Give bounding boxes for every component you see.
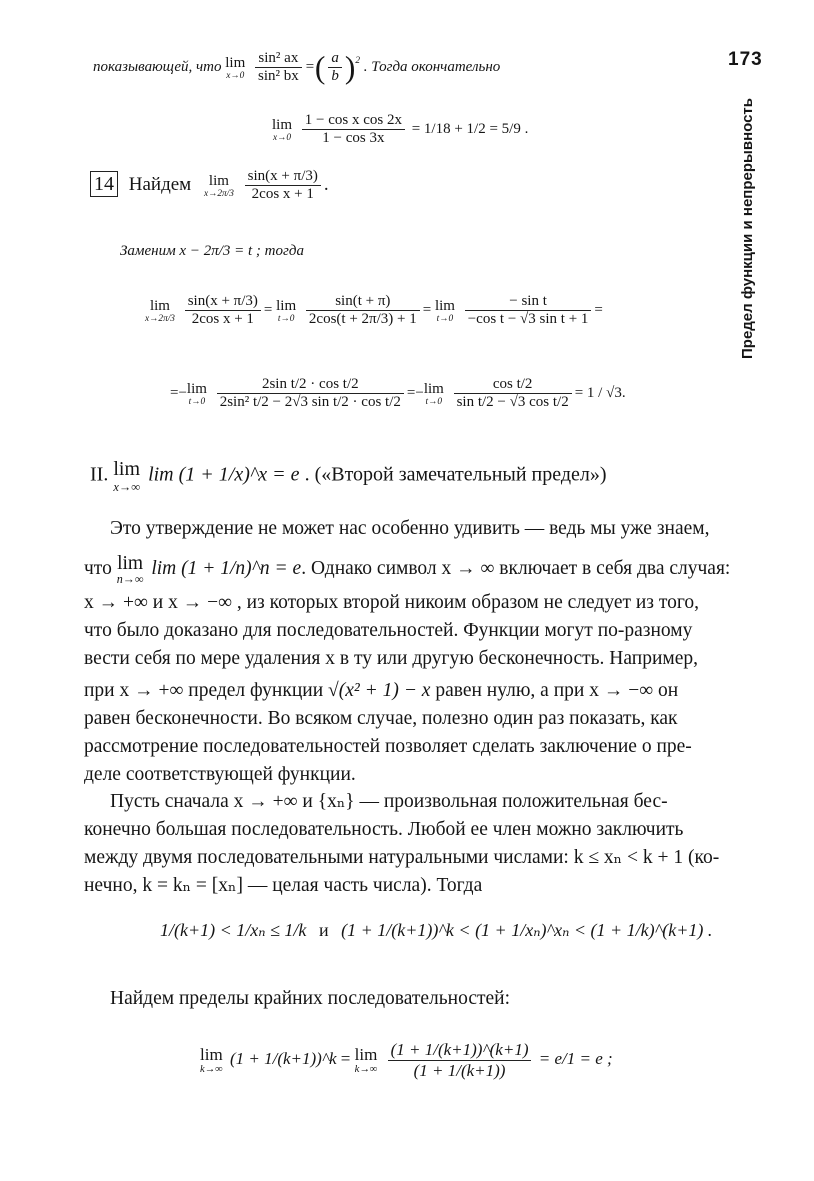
fraction-result: $\frac{\text{1 − cos x cos 2x}}{1 - \cos 3x}$	[302, 112, 405, 148]
fraction-final: $\frac{(1 + 1/(k+1))\^{}(k+1)}{(1 + 1/(k+1))}$	[388, 1040, 532, 1080]
example13-then: . Тогда окончательно	[363, 59, 501, 76]
example13-intro: показывающей, что	[93, 59, 222, 76]
fraction-1: $\frac{\sin(x + \pi/3)}{\text{2cos x + 1}}$	[185, 293, 261, 329]
formula-second-limit: lim (1 + 1/x)^x = e	[148, 463, 300, 486]
paragraph-2: Пусть сначала x → +∞ и {xₙ} — произвольная положительная бес- конечно большая последовательность. Любой ее член можно заключить между двумя последовательными натуральными числами: k ≤ xₙ < k + 1 (ко- нечно, k = kₙ = [xₙ] — целая часть числа). Тогда	[84, 791, 720, 896]
example14-substitution: Заменим x − 2π/3 = t ; тогда	[120, 243, 304, 259]
lim-operator: lim k→∞	[354, 1044, 378, 1075]
example13-line1: показывающей, что lim x→0 $\frac{\text{sin² ax}}{\text{sin² bx}}$ =( $\frac{a}{b}$ )$^2$ . Тогда окончательно	[93, 50, 501, 85]
result-value: 1 / √3	[586, 385, 622, 402]
fraction-4: $\frac{\text{2sin t/2 · cos t/2}}{\text{2sin² t/2 − 2√3 sin t/2 · cos t/2}}$	[217, 376, 404, 412]
fraction-3: $\frac{\text{− sin t}}{\text{−cos t − √3 sin t + 1}}$	[465, 293, 592, 329]
lim-operator: lim k→∞	[200, 1044, 223, 1075]
paragraph-3: Найдем пределы крайних последовательностей:	[110, 988, 511, 1009]
lim-operator: lim t→0	[434, 297, 455, 324]
inequality-chain: 1/(k+1) < 1/xₙ ≤ 1/k и (1 + 1/(k+1))^k < (1 + 1/xₙ)^xₙ < (1 + 1/k)^(k+1) .	[160, 920, 713, 940]
fraction-sin-ratio: $\frac{\text{sin² ax}}{\text{sin² bx}}$	[255, 50, 302, 86]
inequality-right: (1 + 1/(k+1))^k < (1 + 1/xₙ)^xₙ < (1 + 1/k)^(k+1) .	[341, 920, 713, 940]
fraction-example14: $\frac{\sin(x + \pi/3)}{\text{2cos x + 1}}$	[245, 168, 321, 204]
lim-operator: lim x→0	[272, 116, 293, 143]
final-limit: lim k→∞ (1 + 1/(k+1))^k = lim k→∞ $\frac{(1 + 1/(k+1))\^{}(k+1)}{(1 + 1/(k+1))}$ = e/1 = e ;	[200, 1040, 613, 1080]
page-number: 173	[728, 49, 763, 70]
lim-operator: lim x→0	[225, 54, 246, 81]
lim-operator: lim t→0	[276, 297, 297, 324]
lim-operator: lim n→∞	[116, 552, 144, 587]
lim-operator: lim t→0	[186, 380, 207, 407]
section2-heading: II. lim x→∞ lim (1 + 1/x)^x = e . («Второй замечательный предел»)	[90, 458, 607, 494]
running-title: Предел функции и непрерывность	[739, 98, 756, 359]
example13-result: lim x→0 $\frac{\text{1 − cos x cos 2x}}{1 - \cos 3x}$ = 1/18 + 1/2 = 5/9 .	[272, 112, 529, 147]
section2-title: . («Второй замечательный предел»)	[304, 463, 607, 486]
example14-statement: 14 Найдем lim x→2π/3 $\frac{\sin(x + \pi/3)}{\text{2cos x + 1}}$ .	[90, 168, 329, 204]
example14-find: Найдем	[128, 174, 192, 196]
lim-operator: lim t→0	[423, 380, 444, 407]
lim-operator: lim x→2π/3	[203, 172, 234, 199]
example14-chain1: lim x→2π/3 $\frac{\sin(x + \pi/3)}{\text{2cos x + 1}}$ = lim t→0 $\frac{\sin(t + \pi)}{2\cos(t + 2\pi/3) + 1}$ = lim t→0 $\frac{\text{− sin t}}{\text{−cos t − √3 sin t + 1}}$ =	[145, 293, 603, 328]
formula-sqrt: √(x² + 1) − x	[328, 680, 431, 701]
formula-sequence-limit: lim (1 + 1/n)^n = e	[151, 558, 302, 579]
fraction-2: $\frac{\sin(t + \pi)}{2\cos(t + 2\pi/3) + 1}$	[306, 293, 420, 329]
lim-operator: lim x→∞	[113, 458, 141, 494]
example-number-box: 14	[90, 171, 118, 197]
paragraph-1: Это утверждение не может нас особенно удивить — ведь мы уже знаем, что lim n→∞ lim (1 + 1/n)^n = e. Однако символ x → ∞ включает в себя два случая: x → +∞ и x → −∞ , из которых второй никоим образом не следует из того, что было доказано для последовательностей. Функции могут по-разному вести себя по мере удаления x в ту или другую бесконечность. Например, при x → +∞ предел функции √(x² + 1) − x равен нулю, а при x → −∞ он равен бесконечности. Во всяком случае, полезно один раз показать, как рассмотрение последовательностей позволяет сделать заключение о пре- деле соответствующей функции.	[84, 518, 731, 785]
inequality-left: 1/(k+1) < 1/xₙ ≤ 1/k	[160, 920, 307, 940]
fraction-5: $\frac{\text{cos t/2}}{\text{sin t/2 − √3 cos t/2}}$	[454, 376, 572, 412]
lim-operator: lim x→2π/3	[145, 297, 175, 324]
example14-chain2: =− lim t→0 $\frac{\text{2sin t/2 · cos t/2}}{\text{2sin² t/2 − 2√3 sin t/2 · cos t/2}}$ =− lim t→0 $\frac{\text{cos t/2}}{\text{sin t/2 − √3 cos t/2}}$ = 1 / √3.	[170, 376, 626, 411]
